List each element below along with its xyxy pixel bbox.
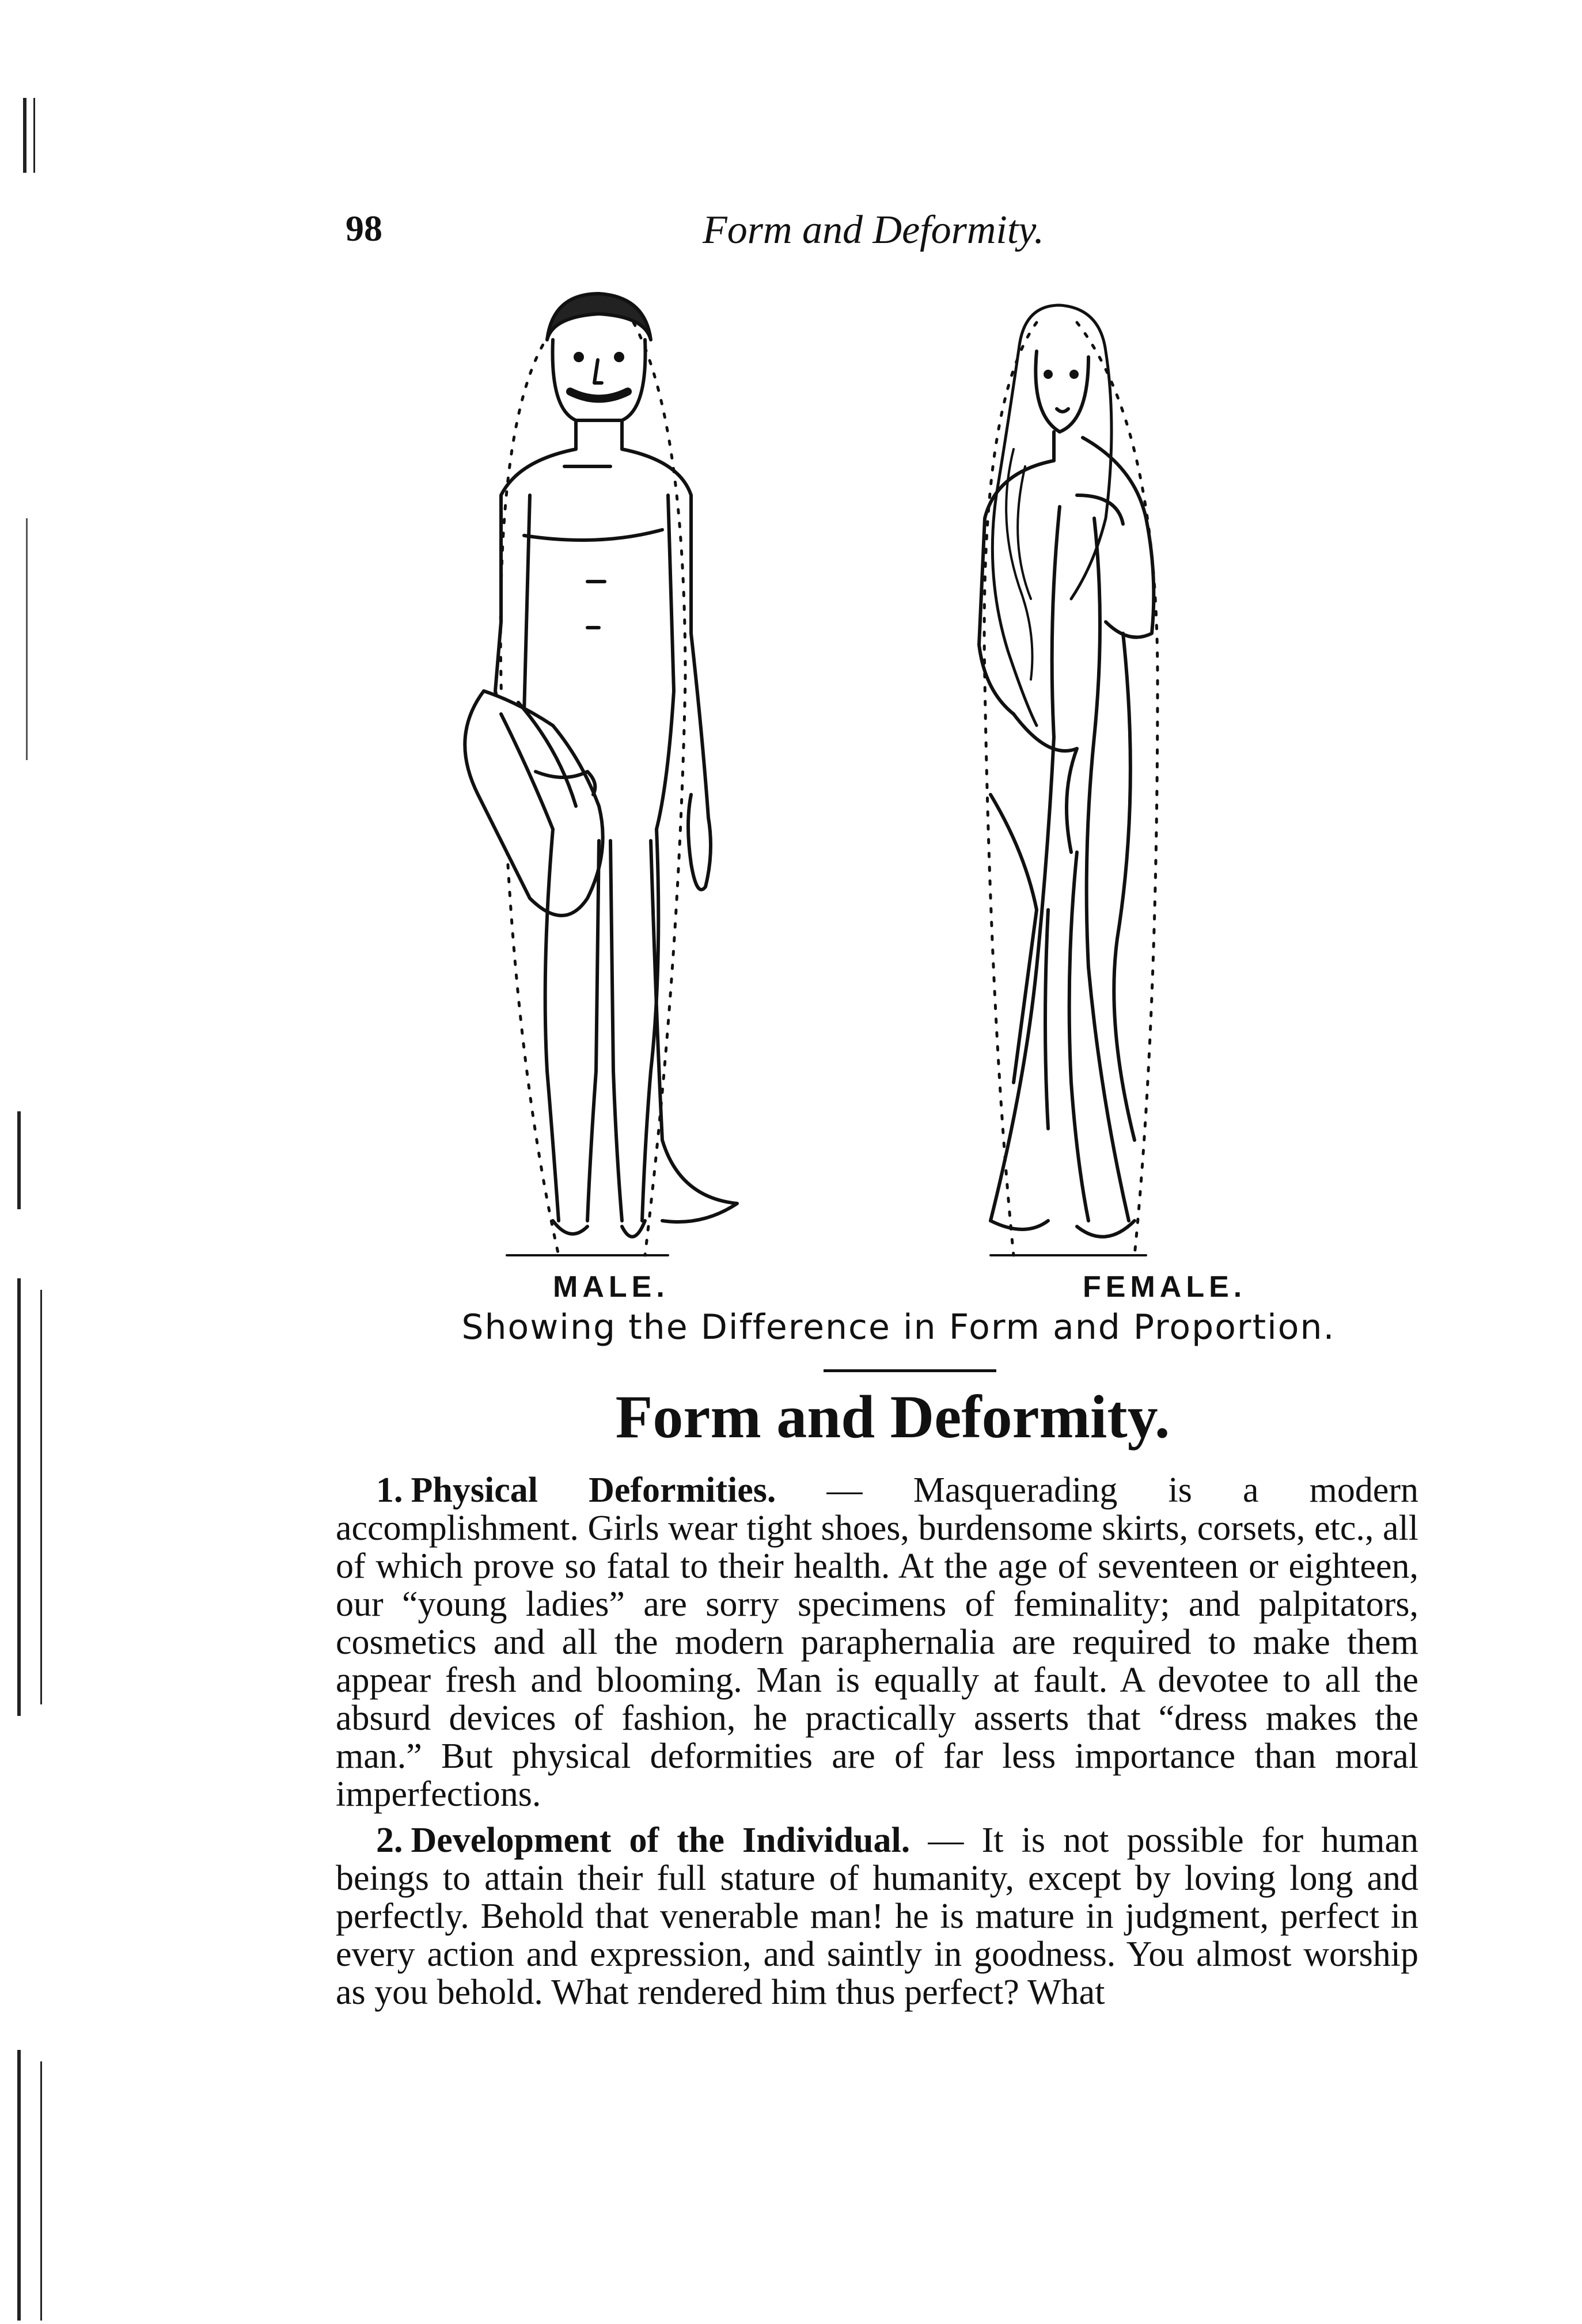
paragraph-2: [336, 1821, 1418, 2011]
scan-artifact: [17, 2050, 21, 2321]
page-number: 98: [346, 208, 382, 249]
female-label: FEMALE.: [1083, 1270, 1247, 1304]
section-number: 1.: [376, 1471, 403, 1510]
male-figure: [465, 294, 737, 1255]
male-label: MALE.: [553, 1270, 669, 1304]
running-title: Form and Deformity.: [703, 208, 1045, 252]
scan-artifact: [40, 2061, 42, 2321]
scan-artifact: [33, 98, 35, 173]
male-female-figures-illustration: [415, 276, 1267, 1290]
section-number: 2.: [376, 1821, 403, 1860]
running-head: [346, 207, 1440, 259]
scan-artifact: [40, 1290, 42, 1704]
scan-artifact: [23, 98, 26, 173]
scan-artifact: [26, 518, 28, 760]
scan-artifact: [17, 1111, 21, 1209]
section-heading: Physical Deformities.: [411, 1471, 776, 1510]
scan-artifact: [17, 1278, 21, 1716]
paragraph-1: [336, 1471, 1418, 1813]
section-dash: —: [910, 1821, 982, 1860]
section-text: It is not possible for human beings to attain their full stature of humanity, except by loving long and perfectly. Behold that venerable man! he is mature in judgment, perfect in every action and expression, and saintly in goodness. You almost worship as you behold. What rendered him thus perfect? What: [336, 1821, 1419, 2012]
body-text: [336, 1471, 1418, 2019]
chapter-heading: Form and Deformity.: [615, 1383, 1170, 1450]
section-heading: Development of the Individual.: [411, 1821, 910, 1860]
figure-illustration: [415, 276, 1267, 1290]
female-figure: [979, 305, 1158, 1255]
figure-caption: Showing the Difference in Form and Proportion.: [461, 1307, 1336, 1347]
section-dash: —: [776, 1471, 913, 1510]
section-text: Masquerading is a modern accomplishment. Girls wear tight shoes, burdensome skirts, corsets, etc., all of which prove so fatal to their health. At the age of seventeen or eighteen, our “young ladies” are sorry specimens of feminality; and palpitators, cosmetics and all the modern paraphernalia are required to make them appear fresh and blooming. Man is equally at fault. A devotee to all the absurd devices of fashion, he practically asserts that “dress makes the man.” But physical deformities are of far less importance than moral imperfections.: [336, 1471, 1419, 1814]
divider-rule: [824, 1369, 996, 1372]
